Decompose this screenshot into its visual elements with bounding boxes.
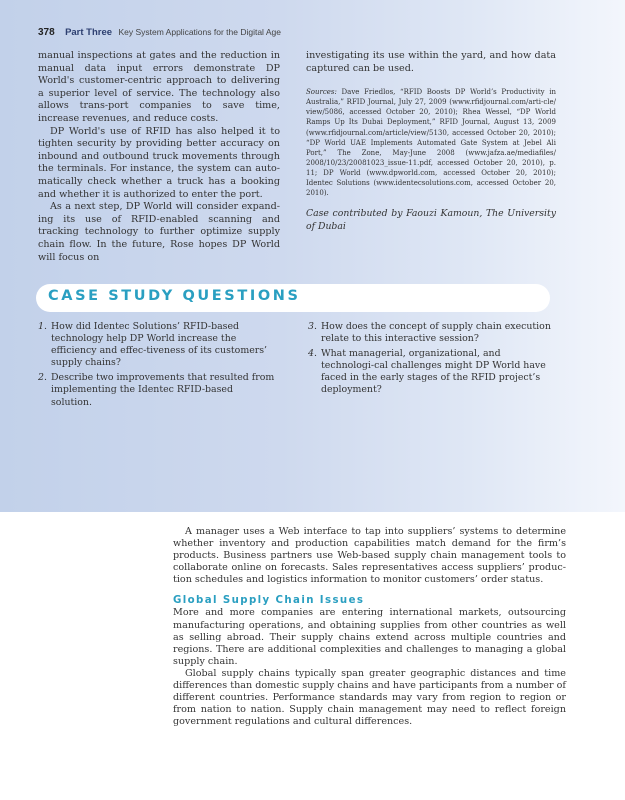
question-text: Describe two improvements that resulted from implementing the Identec RFID-based solution. (51, 372, 275, 408)
questions-right-column (308, 321, 552, 400)
page-header (38, 27, 281, 38)
sources-text: Dave Friedlos, “RFID Boosts DP World’s Productivity in Australia,” RFID Journal, July 27, 2009 (www.rfidjournal.com/arti-cle/ view/5086, accessed October 20, 2010); Rhea Wessel, “DP World Ramps Up Its Dubai Deployment,” RFID Journal, August 13, 2009 (www.rfidjournal.com/article/view/5130, accessed October 20, 2010); “DP World UAE Implements Automated Gate System at Jebel Ali Port,” The Zone, May-June 2008 (www.jafza.ae/mediafiles/ 2008/10/23/20081023_issue-11.pdf, accessed October 20, 2010), p. 11; DP World (www.dpworld.com, accessed October 20, 2010); Identec Solutions (www.identecsolutions.com, accessed October 20, 2010). (306, 88, 557, 198)
case-credit: Case contributed by Faouzi Kamoun, The University of Dubai (306, 208, 556, 232)
main-body-text (173, 526, 566, 728)
question-text: How did Identec Solutions’ RFID-based technology help DP World increase the efficiency and effec-tiveness of its customers’ supply chains? (51, 321, 268, 369)
questions-banner-title: CASE STUDY QUESTIONS (48, 288, 301, 304)
sources-label: Sources: (306, 88, 337, 97)
case-paragraph: As a next step, DP World will consider expand-ing its use of RFID-enabled scanning and tracking technology to further optimize supply chain flow. In the future, Rose hopes DP World will focus on (38, 201, 280, 263)
body-paragraph: A manager uses a Web interface to tap into suppliers’ systems to determine whether inventory and production capabilities match demand for the firm’s products. Business partners use Web-based supply chain management tools to collaborate online on forecasts. Sales representatives access suppliers’ produc-tion schedules and logistics information to monitor customers’ order status. (173, 526, 566, 586)
question-number: 3. (308, 321, 317, 332)
part-subtitle: Key System Applications for the Digital Age (118, 27, 281, 37)
case-paragraph: DP World's use of RFID has also helped it to tighten security by providing better accuracy on inbound and outbound truck movements through the terminals. For instance, the system can auto-matically check whether a truck has a booking and whether it is authorized to enter the port. (38, 125, 280, 200)
case-paragraph: investigating its use within the yard, and how data captured can be used. (306, 50, 556, 74)
question-number: 4. (308, 348, 317, 360)
part-label: Part Three (65, 27, 113, 38)
questions-left-column (38, 321, 276, 412)
question-text: How does the concept of supply chain execution relate to this interactive session? (321, 321, 551, 345)
sources-citation (306, 87, 556, 198)
page-number: 378 (38, 27, 55, 38)
questions-banner (36, 284, 550, 312)
body-paragraph: More and more companies are entering international markets, outsourcing manufacturing operations, and obtaining supplies from other countries as well as selling abroad. Their supply chains extend across multiple countries and regions. There are additional complexities and challenges to managing a global supply chain. (173, 607, 566, 667)
question-item (38, 372, 276, 408)
question-item (308, 348, 552, 396)
question-number: 1. (38, 321, 47, 332)
question-item (308, 321, 552, 345)
question-number: 2. (38, 372, 47, 384)
case-right-column (306, 50, 556, 233)
section-heading: Global Supply Chain Issues (173, 595, 365, 607)
question-text: What managerial, organizational, and technologi-cal challenges might DP World have faced in the early stages of the RFID project’s deployment? (321, 348, 546, 396)
body-paragraph: Global supply chains typically span greater geographic distances and time differences than domestic supply chains and have participants from a number of different countries. Performance standards may vary from region to region or from nation to nation. Supply chain management may need to reflect foreign government regulations and cultural differences. (173, 667, 566, 728)
question-item (38, 321, 276, 369)
case-paragraph: manual inspections at gates and the reduction in manual data input errors demonstrate DP World's customer-centric approach to delivering a superior level of service. The technology also allows trans-port companies to save time, increase revenues, and reduce costs. (38, 50, 280, 124)
case-left-column (38, 50, 280, 264)
